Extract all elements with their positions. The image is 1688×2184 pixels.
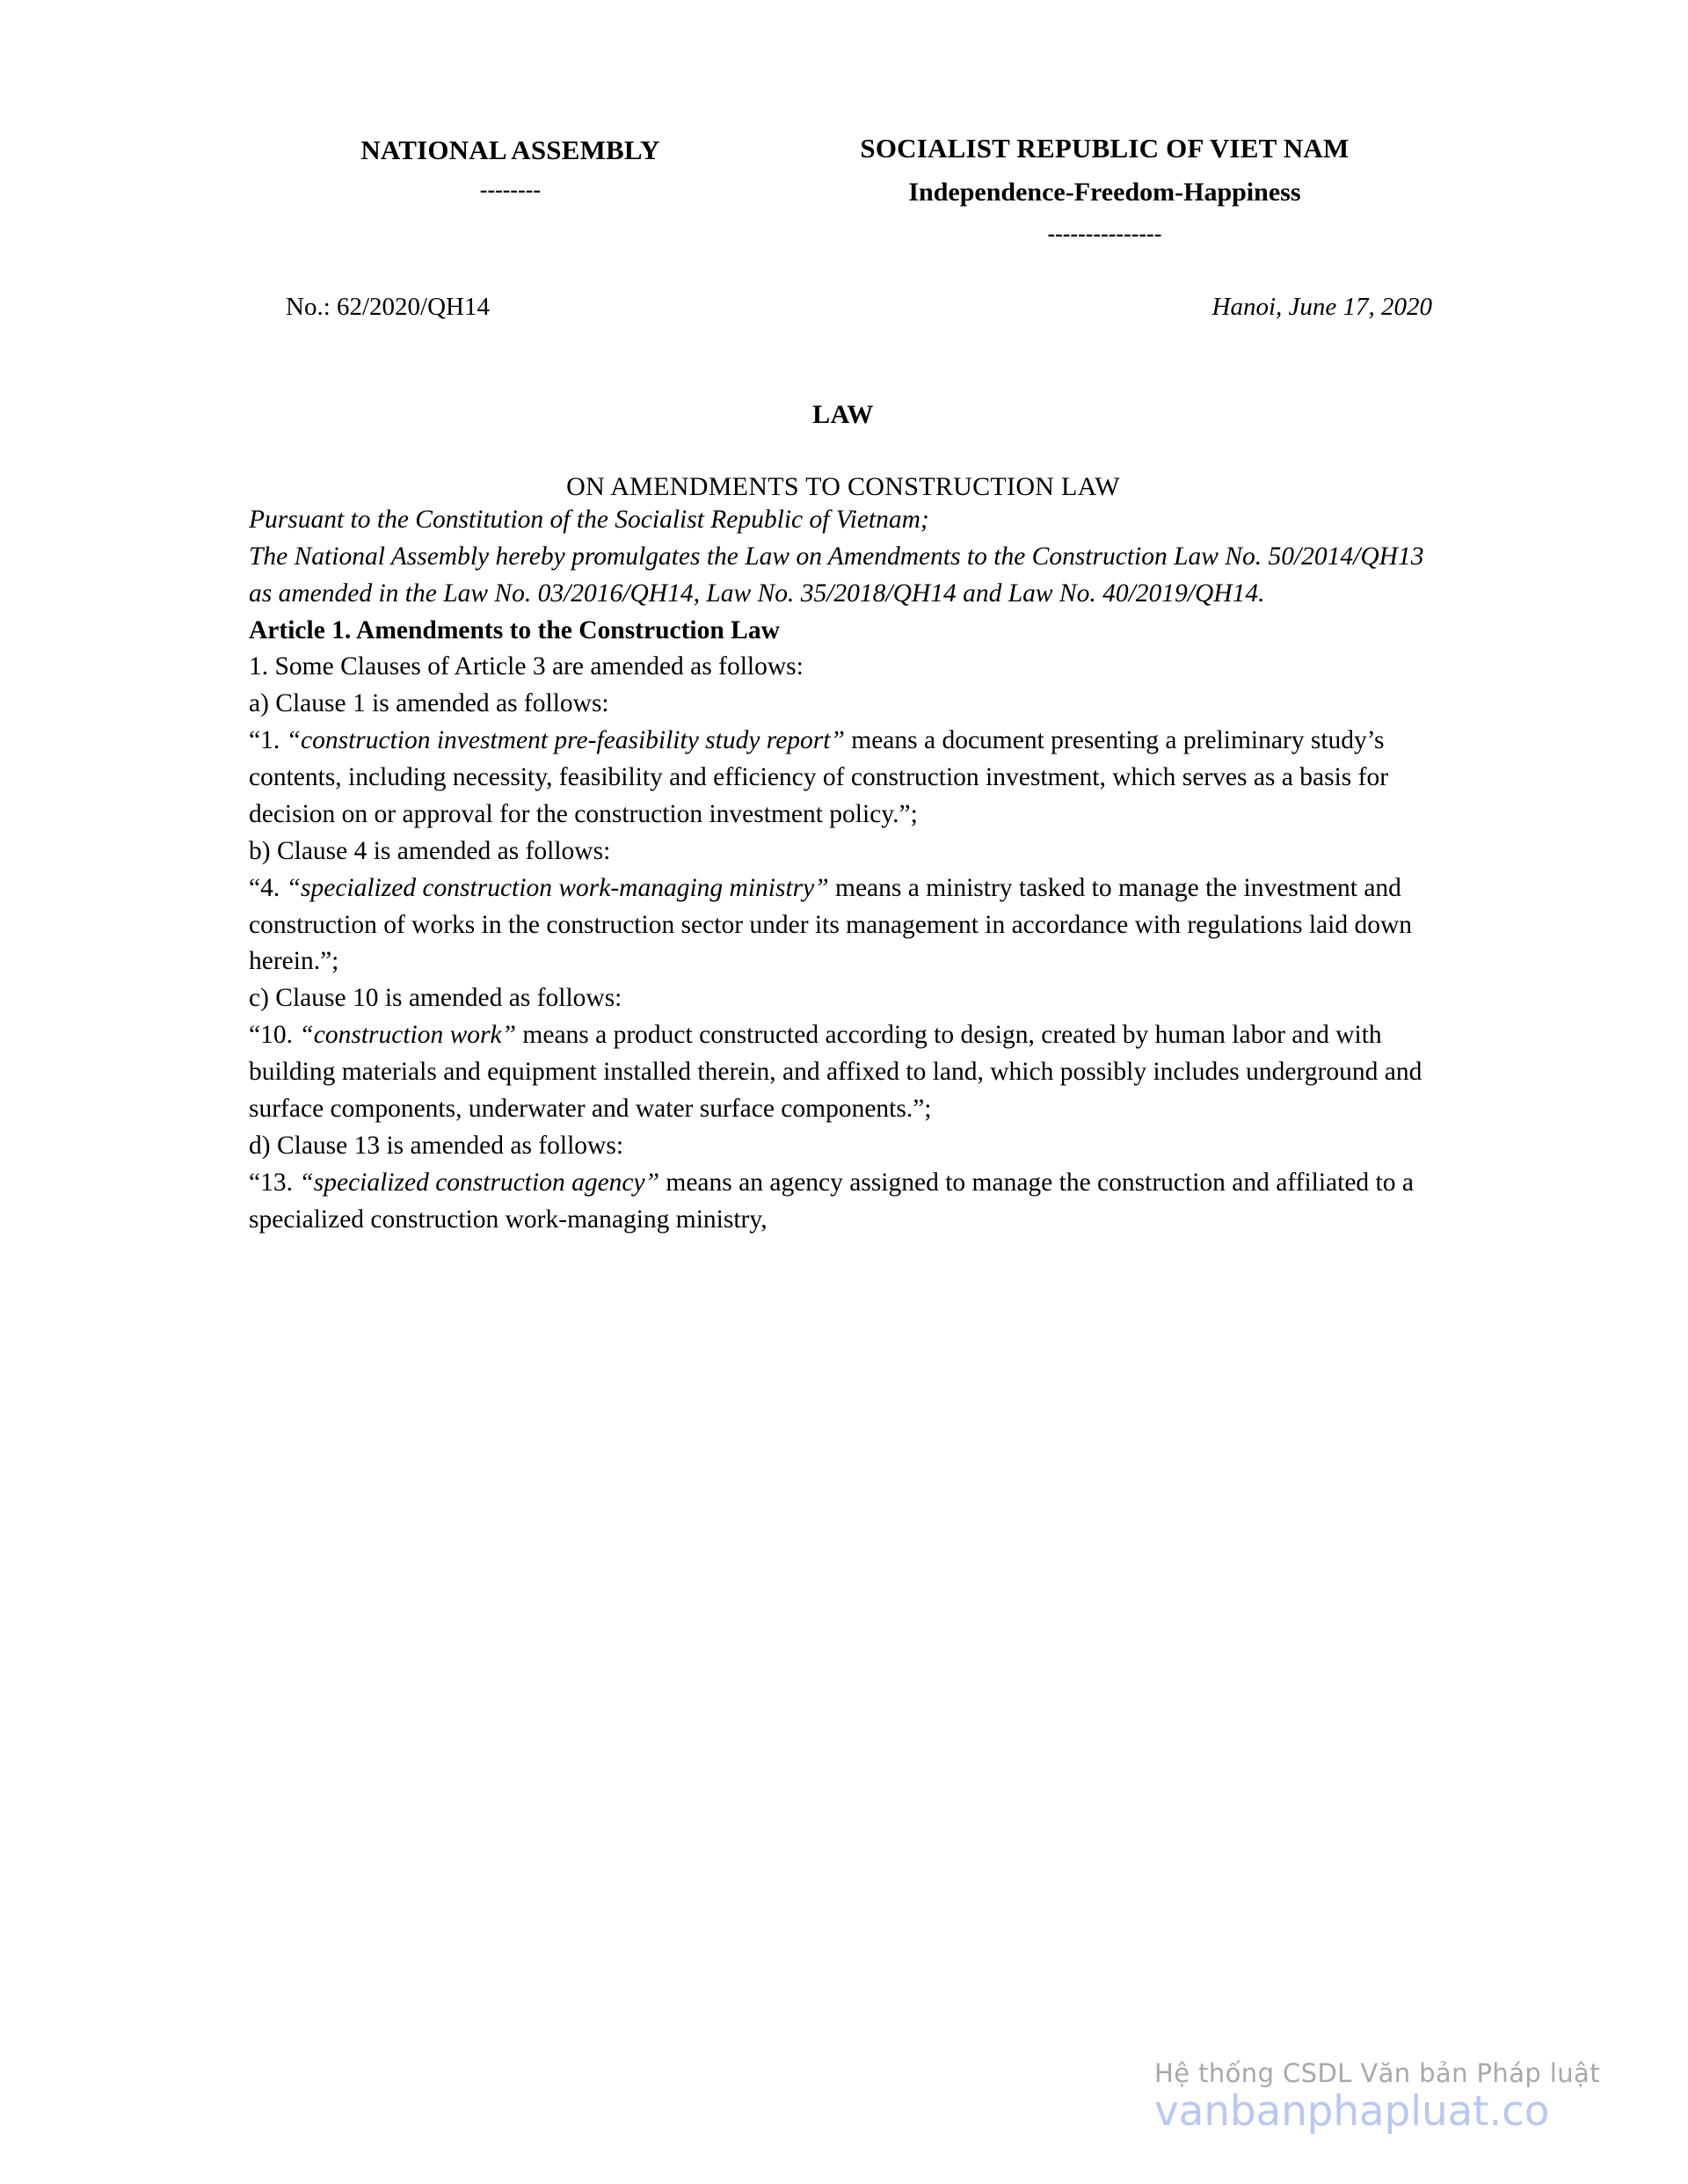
clause-item-label-a: a) Clause 1 is amended as follows:: [249, 689, 609, 718]
clause-quote-open-b: “4.: [249, 873, 287, 902]
clause-item-label-d: d) Clause 13 is amended as follows:: [249, 1131, 624, 1160]
clause-item-text-d: [249, 1165, 1437, 1239]
clause-item-text-a: [249, 723, 1437, 834]
article-1-heading: Article 1. Amendments to the Construction Law: [249, 615, 780, 644]
clause-body-a: means a document presenting a preliminary study’s contents, including necessity, feasibility and efficiency of construction investment, which serves as a basis for decision on or approval for the construction investment policy.”;: [249, 726, 1389, 828]
clause-quote-open-d: “13.: [249, 1168, 300, 1197]
clause-item-text-b: [249, 870, 1437, 981]
country-name: SOCIALIST REPUBLIC OF VIET NAM: [860, 133, 1350, 164]
defined-term-c: “construction work”: [299, 1021, 517, 1050]
article-1-intro: 1. Some Clauses of Article 3 are amended as follows:: [249, 652, 804, 681]
law-subject-title: ON AMENDMENTS TO CONSTRUCTION LAW: [566, 471, 1120, 501]
clause-quote-open-c: “10.: [249, 1021, 300, 1050]
document-number: No.: 62/2020/QH14: [286, 293, 490, 322]
law-word: LAW: [812, 399, 874, 429]
masthead-right-block: [772, 132, 1437, 245]
national-motto: Independence-Freedom-Happiness: [908, 177, 1301, 207]
clause-item-label-c: c) Clause 10 is amended as follows:: [249, 984, 622, 1013]
preamble-promulgation: The National Assembly hereby promulgates the Law on Amendments to the Construction Law No. 50/2014/QH13 as amended in the Law No. 03/2016/QH14, Law No. 35/2018/QH14 and Law No. 40/2019/QH14.: [249, 542, 1424, 608]
document-number-row: [249, 291, 1437, 324]
watermark-tagline: Hệ thống CSDL Văn bản Pháp luật: [1154, 2057, 1600, 2088]
place-and-date: Hanoi, June 17, 2020: [1211, 293, 1432, 322]
defined-term-b: “specialized construction work-managing ministry”: [286, 873, 829, 902]
issuing-organization: NATIONAL ASSEMBLY: [360, 135, 660, 165]
clause-body-b: means a ministry tasked to manage the investment and construction of works in the construction sector under its management in accordance with regulations laid down herein.”;: [249, 873, 1413, 976]
document-content: [249, 132, 1437, 1238]
masthead-left-rule: --------: [479, 176, 542, 202]
masthead-left-block: [249, 132, 772, 201]
clause-body-d: means an agency assigned to manage the construction and affiliated to a specialized construction work-managing ministry,: [249, 1168, 1414, 1234]
preamble-pursuant: Pursuant to the Constitution of the Socialist Republic of Vietnam;: [249, 505, 929, 534]
clause-item-text-c: [249, 1017, 1437, 1128]
clause-item-label-b: b) Clause 4 is amended as follows:: [249, 836, 611, 865]
masthead-right-rule: ---------------: [1047, 221, 1162, 247]
clause-body-c: means a product constructed according to design, created by human labor and with building materials and equipment installed therein, and affixed to land, which possibly includes underground and surface components, underwater and water surface components.”;: [249, 1021, 1422, 1123]
defined-term-a: “construction investment pre-feasibility study report”: [286, 726, 845, 755]
watermark-domain: vanbanphapluat.co: [1154, 2086, 1550, 2136]
site-watermark: [1154, 2057, 1600, 2136]
defined-term-d: “specialized construction agency”: [299, 1168, 660, 1197]
clause-quote-open-a: “1.: [249, 726, 287, 755]
masthead: [249, 132, 1437, 245]
